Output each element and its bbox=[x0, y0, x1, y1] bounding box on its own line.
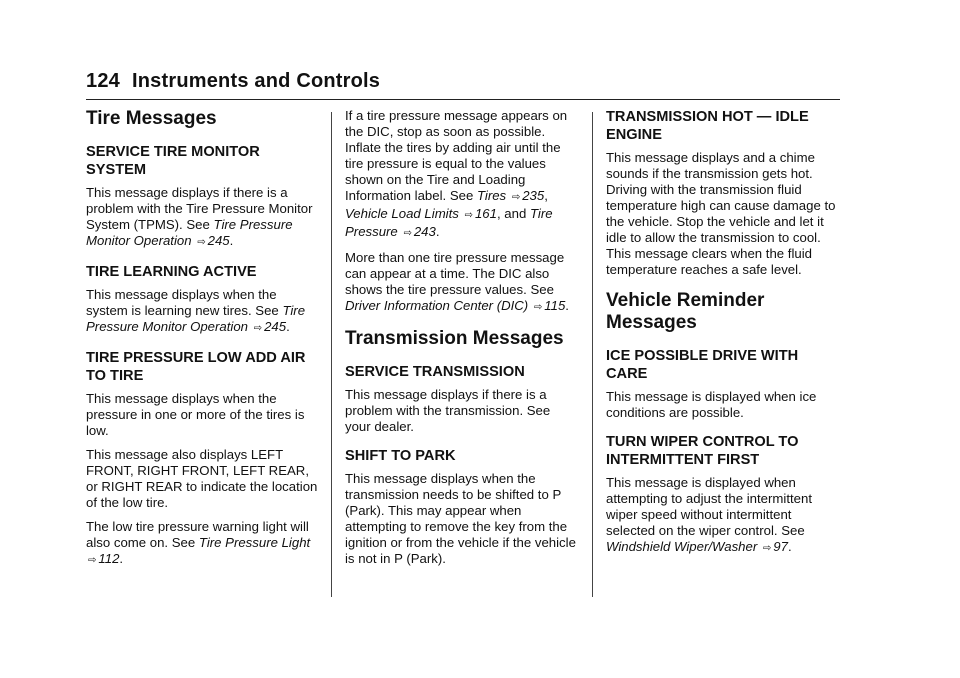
column-2 bbox=[345, 108, 577, 575]
header-rule bbox=[86, 99, 840, 100]
paragraph-tire-learning: This message displays when the system is learning new tires. See Tire Pressure Monitor Operation ⇨ 245. bbox=[86, 287, 306, 334]
column-1 bbox=[86, 108, 318, 577]
paragraph-shift-to-park: This message displays when the transmission needs to be shifted to P (Park). This may appear when attempting to remove the key from the ignition or from the vehicle if the vehicle is not in P (Park). bbox=[345, 471, 576, 566]
crossref-link[interactable]: Driver Information Center (DIC) ⇨ 115 bbox=[345, 298, 566, 313]
paragraph-inflate-tires: If a tire pressure message appears on the DIC, stop as soon as possible. Inflate the tires by adding air until the tire pressure is equal to the values shown on the Tire and Loading Information label. See Tires ⇨ 235, Vehicle Load Limits ⇨ 161, and Tire Pressure ⇨ 243. bbox=[345, 108, 568, 239]
crossref-link[interactable]: Tire Pressure Monitor Operation ⇨ 245 bbox=[86, 217, 293, 248]
crossref-link[interactable]: Vehicle Load Limits ⇨ 161 bbox=[345, 206, 497, 221]
subheading-ice-possible: ICE POSSIBLE DRIVE WITH CARE bbox=[606, 348, 799, 382]
paragraph-tire-pressure-low-1: This message displays when the pressure in one or more of the tires is low. bbox=[86, 391, 305, 438]
subheading-tire-pressure-low: TIRE PRESSURE LOW ADD AIR TO TIRE bbox=[86, 350, 306, 384]
crossref-link[interactable]: Windshield Wiper/Washer ⇨ 97 bbox=[606, 539, 788, 554]
subheading-turn-wiper: TURN WIPER CONTROL TO INTERMITTENT FIRST bbox=[606, 434, 799, 468]
page-arrow-icon: ⇨ bbox=[511, 192, 521, 203]
column-3 bbox=[606, 108, 838, 565]
page-header bbox=[86, 70, 380, 93]
page-arrow-icon: ⇨ bbox=[253, 323, 263, 334]
page-number: 124 bbox=[86, 70, 120, 92]
paragraph-tire-pressure-low-2: This message also displays LEFT FRONT, RIGHT FRONT, LEFT REAR, or RIGHT REAR to indicate the location of the low tire. bbox=[86, 447, 318, 510]
column-divider-2 bbox=[592, 112, 593, 597]
subheading-shift-to-park: SHIFT TO PARK bbox=[345, 448, 456, 464]
chapter-title: Instruments and Controls bbox=[131, 70, 381, 92]
paragraph-ice-possible: This message is displayed when ice conditions are possible. bbox=[606, 389, 817, 420]
paragraph-service-transmission: This message displays if there is a problem with the transmission. See your dealer. bbox=[345, 387, 551, 434]
section-heading-transmission-messages: Transmission Messages bbox=[345, 328, 564, 349]
paragraph-turn-wiper: This message is displayed when attempting to adjust the intermittent wiper speed without intermittent selected on the wiper control. See Windshield Wiper/Washer ⇨ 97. bbox=[606, 475, 812, 554]
section-heading-tire-messages: Tire Messages bbox=[86, 108, 217, 129]
page-arrow-icon: ⇨ bbox=[197, 237, 206, 248]
page-arrow-icon: ⇨ bbox=[403, 228, 412, 239]
page-arrow-icon: ⇨ bbox=[533, 302, 543, 313]
subheading-tire-learning: TIRE LEARNING ACTIVE bbox=[86, 264, 257, 280]
page-arrow-icon: ⇨ bbox=[88, 555, 97, 566]
paragraph-transmission-hot: This message displays and a chime sounds if the transmission gets hot. Driving with the transmission fluid temperature high can cause damage to the vehicle. Stop the vehicle and let it idle to allow the transmission to cool. This message clears when the fluid temperature reaches a safe level. bbox=[606, 150, 836, 277]
paragraph-tire-pressure-low-3: The low tire pressure warning light will also come on. See Tire Pressure Light ⇨ 112. bbox=[86, 519, 311, 566]
subheading-service-tire-monitor: SERVICE TIRE MONITOR SYSTEM bbox=[86, 144, 260, 178]
crossref-link[interactable]: Tires ⇨ 235 bbox=[476, 188, 545, 203]
crossref-link[interactable]: Tire Pressure Light ⇨ 112 bbox=[88, 535, 311, 566]
column-divider-1 bbox=[331, 112, 332, 597]
crossref-link[interactable]: Tire Pressure Monitor Operation ⇨ 245 bbox=[86, 303, 306, 334]
page-arrow-icon: ⇨ bbox=[762, 543, 772, 554]
paragraph-service-tire-monitor: This message displays if there is a problem with the Tire Pressure Monitor System (TPMS). See Tire Pressure Monitor Operation ⇨ 245. bbox=[86, 185, 313, 248]
subheading-transmission-hot: TRANSMISSION HOT — IDLE ENGINE bbox=[606, 109, 809, 143]
section-heading-vehicle-reminder: Vehicle Reminder Messages bbox=[606, 290, 765, 333]
paragraph-multiple-messages: More than one tire pressure message can appear at a time. The DIC also shows the tire pressure values. See Driver Information Center (DIC) ⇨ 115. bbox=[345, 250, 569, 313]
subheading-service-transmission: SERVICE TRANSMISSION bbox=[345, 364, 525, 380]
page-arrow-icon: ⇨ bbox=[464, 210, 473, 221]
crossref-link[interactable]: Tire Pressure ⇨ 243 bbox=[345, 206, 553, 239]
